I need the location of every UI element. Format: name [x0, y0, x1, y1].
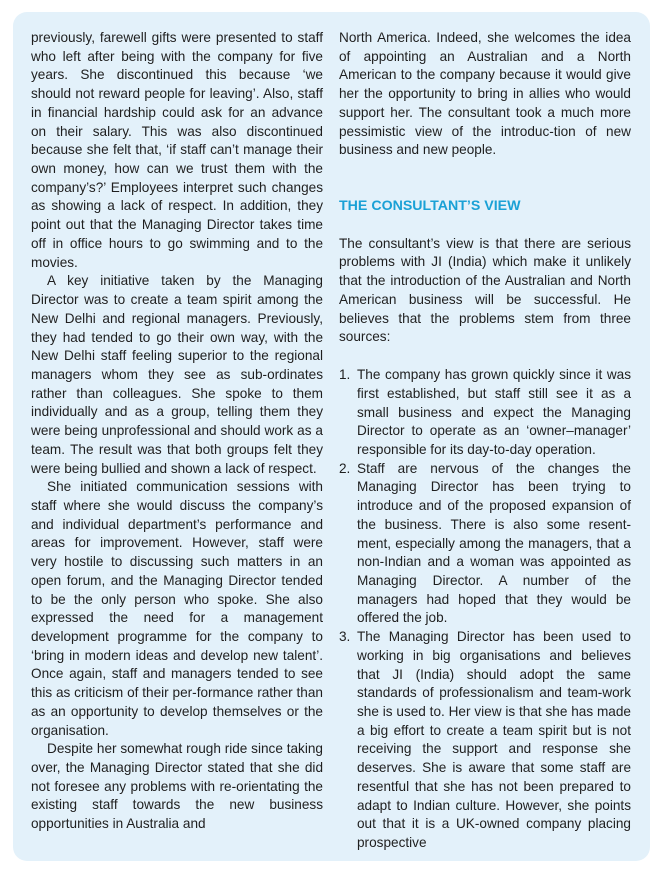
paragraph: A key initiative taken by the Managing Director was to create a team spirit among the New Delhi and regional managers. Previously, they had tended to go their own way, with the New Delhi staff feeling superior to the regional managers whom they see as sub-ordinates rather than colleagues. She spoke to them individually and as a group, telling them they were being unprofessional and should work as a team. The result was that both groups felt they were being bullied and shown a lack of respect. [31, 273, 323, 476]
list-item [339, 628, 631, 853]
numbered-list [339, 366, 631, 853]
right-column [339, 29, 631, 853]
paragraph: North America. Indeed, she welcomes the idea of appointing an Australian and a North American to the company because it would give her the opportunity to bring in allies who would support her. The consultant took a much more pessimistic view of the introduc-tion of new business and new people. [339, 30, 631, 158]
list-number: 2. [339, 460, 351, 476]
list-item [339, 460, 631, 628]
list-number: 1. [339, 367, 351, 383]
list-item [339, 366, 631, 460]
list-number: 3. [339, 629, 351, 645]
page-panel [13, 12, 650, 861]
list-text: The company has grown quickly since it was first established, but staff still see it as a small business and expect the Managing Director to operate as an ‘owner–manager’ responsible for its day-to-day operation. [357, 367, 631, 457]
list-text: Staff are nervous of the changes the Managing Director has been trying to introduce and of the proposed expansion of the business. There is also some resent-ment, especially among the managers, that a non-Indian and a woman was appointed as Managing Director. A number of the managers had hoped that they would be offered the job. [357, 460, 631, 626]
paragraph: The consultant’s view is that there are serious problems with JI (India) which make it unlikely that the introduction of the Australian and North American business will be successful. He believes that the problems stem from three sources: [339, 235, 631, 345]
paragraph: Despite her somewhat rough ride since taking over, the Managing Director stated that she did not foresee any problems with re-orientating the existing staff towards the new business opportunities in Australia and [31, 741, 323, 832]
section-heading: THE CONSULTANT’S VIEW [339, 198, 521, 215]
list-text: The Managing Director has been used to working in big organisations and believes that JI (India) should adopt the same standards of professionalism and team-work she is used to. Her view is that she has made a big effort to create a team spirit but is not receiving the support and response she deserves. She is aware that some staff are resentful that she has not been prepared to adapt to Indian culture. However, she points out that it is a UK-owned company placing prospective [357, 629, 631, 851]
paragraph: previously, farewell gifts were presented to staff who left after being with the company for five years. She discontinued this because ‘we should not reward people for leaving’. Also, staff in financial hardship could ask for an advance on their salary. This was also discontinued because she felt that, ‘if staff can’t manage their own money, how can we trust them with the company’s?’ Employees interpret such changes as showing a lack of respect. In addition, they point out that the Managing Director takes time off in office hours to go swimming and to the movies. [31, 30, 323, 270]
paragraph: She initiated communication sessions with staff where she would discuss the company’s and individual department’s performance and areas for improvement. However, staff were very hostile to discussing such matters in an open forum, and the Managing Director tended to be the only person who spoke. She also expressed the need for a management development programme for the company to ‘bring in modern ideas and develop new talent’. Once again, staff and managers tended to see this as criticism of their per-formance rather than as an opportunity to develop themselves or the organisation. [31, 479, 323, 738]
left-column [31, 29, 323, 834]
